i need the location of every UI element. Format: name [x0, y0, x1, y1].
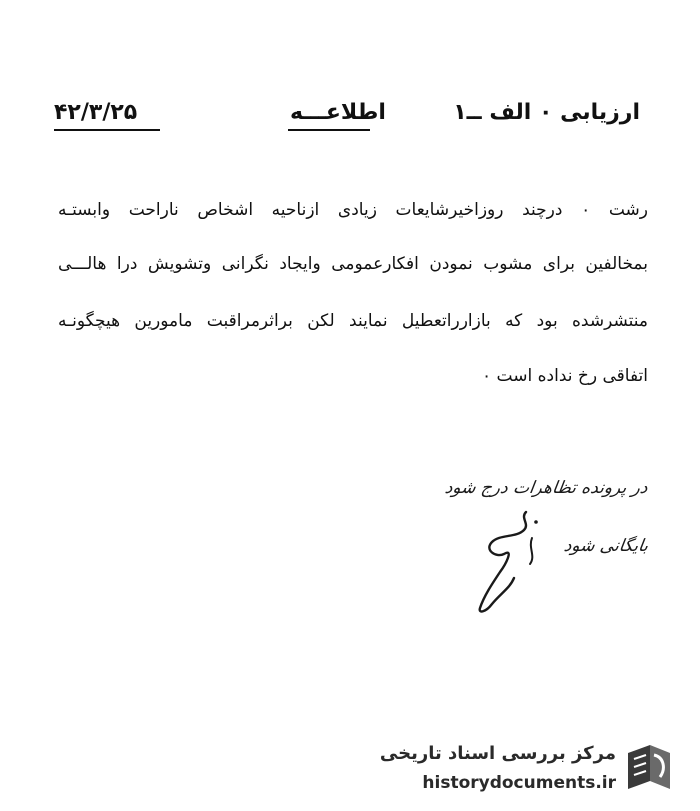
document-title: اطلاعـــه: [290, 100, 386, 125]
watermark-url: historydocuments.ir: [422, 773, 616, 793]
watermark: [379, 733, 678, 803]
archive-logo-icon: [620, 739, 678, 797]
document-date: ۴۲/۳/۲۵: [54, 100, 138, 125]
body-line-3: منتشرشده بود که بازارراتعطیل نمایند لکن براثرمراقبت مامورین هیچگونـه: [58, 311, 648, 331]
body-line-1: رشت ۰ درچند روزاخیرشایعات زیادی ازناحیه اشخاص ناراحت وابستـه: [58, 200, 648, 220]
body-line-2: بمخالفین برای مشوب نمودن افکارعمومی وایجاد نگرانی وتشویش درا هالـــی: [58, 254, 648, 274]
body-line-4: اتفاقی رخ نداده است ۰: [482, 366, 648, 386]
handwritten-signature: [470, 508, 550, 618]
watermark-name: مرکز بررسی اسناد تاریخی: [379, 743, 616, 764]
document-reference: ارزیابی ۰ الف ــ۱: [453, 100, 640, 125]
title-underline: [288, 129, 370, 131]
date-underline: [54, 129, 160, 131]
handwritten-note-line-1: در پرونده تظاهرات درج شود: [444, 478, 650, 498]
handwritten-note-line-2: بایگانی شود: [562, 536, 650, 556]
